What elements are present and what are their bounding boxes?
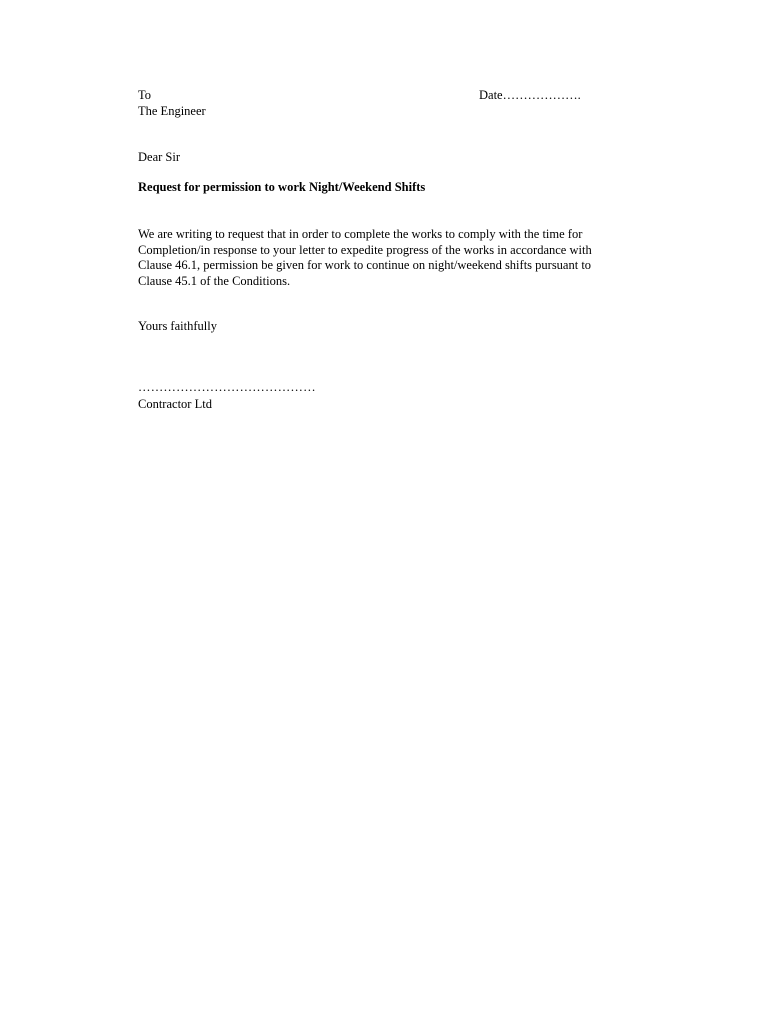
salutation: Dear Sir [138,150,180,164]
date-field: Date………………. [479,88,581,102]
body-line: Clause 45.1 of the Conditions. [138,273,291,288]
signatory: Contractor Ltd [138,397,212,411]
closing: Yours faithfully [138,319,217,333]
to-label: To [138,88,152,102]
signature-line: …………………………………… [138,380,316,394]
body-line: Clause 46.1, permission be given for work to continue on night/weekend shifts pursuant to [138,258,592,273]
subject-line: Request for permission to work Night/Weekend Shifts [138,180,426,194]
letter-body [138,227,618,289]
body-line: Completion/in response to your letter to expedite progress of the works in accordance with [138,242,592,257]
recipient: The Engineer [138,104,206,118]
body-line: We are writing to request that in order to complete the works to comply with the time for [138,227,583,241]
